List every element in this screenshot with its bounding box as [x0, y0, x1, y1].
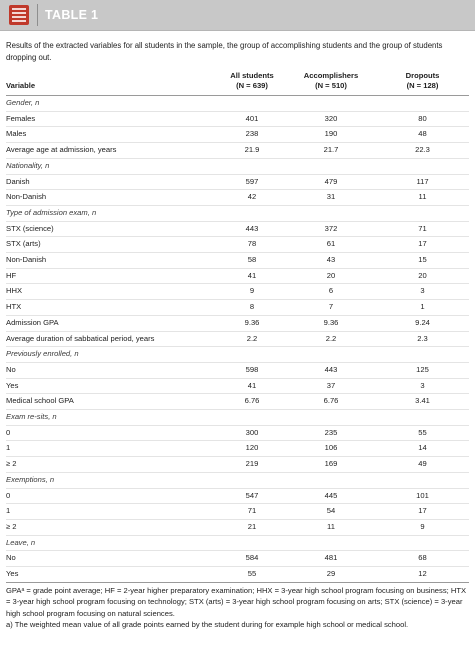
column-header-line1: Dropouts [405, 71, 440, 80]
row-label: Non-Danish [6, 190, 218, 206]
accomplishers-value: 445 [286, 488, 376, 504]
table-row [6, 143, 469, 159]
table-row [6, 284, 469, 300]
accomplishers-value: 11 [286, 519, 376, 535]
all-students-value: 58 [218, 253, 286, 269]
dropouts-value: 48 [376, 127, 469, 143]
table-row [6, 362, 469, 378]
all-students-value: 42 [218, 190, 286, 206]
row-label: Yes [6, 567, 218, 583]
header-divider [37, 4, 38, 26]
all-students-value: 55 [218, 567, 286, 583]
accomplishers-value: 29 [286, 567, 376, 583]
all-students-value [218, 347, 286, 363]
dropouts-value: 68 [376, 551, 469, 567]
all-students-value: 238 [218, 127, 286, 143]
dropouts-value: 117 [376, 174, 469, 190]
table-row [6, 253, 469, 269]
accomplishers-value: 443 [286, 362, 376, 378]
row-label: 1 [6, 504, 218, 520]
table-row [6, 174, 469, 190]
table-label: TABLE 1 [45, 8, 99, 22]
dropouts-value [376, 96, 469, 112]
all-students-value [218, 158, 286, 174]
row-label: Exam re-sits, n [6, 410, 218, 426]
accomplishers-value: 6.76 [286, 394, 376, 410]
column-header-all-students [218, 71, 286, 96]
table-row [6, 300, 469, 316]
all-students-value: 584 [218, 551, 286, 567]
all-students-value: 9.36 [218, 315, 286, 331]
all-students-value [218, 205, 286, 221]
accomplishers-value: 61 [286, 237, 376, 253]
row-label: ≥ 2 [6, 519, 218, 535]
dropouts-value: 55 [376, 425, 469, 441]
accomplishers-value: 372 [286, 221, 376, 237]
all-students-value: 8 [218, 300, 286, 316]
accomplishers-value: 190 [286, 127, 376, 143]
table-row [6, 488, 469, 504]
table-row [6, 519, 469, 535]
table-icon [9, 5, 29, 25]
row-label: Admission GPA [6, 315, 218, 331]
column-header-line1: Accomplishers [303, 71, 359, 80]
dropouts-value: 15 [376, 253, 469, 269]
dropouts-value: 1 [376, 300, 469, 316]
accomplishers-value: 21.7 [286, 143, 376, 159]
dropouts-value: 3 [376, 284, 469, 300]
accomplishers-value [286, 410, 376, 426]
table-row [6, 551, 469, 567]
column-header-dropouts [376, 71, 469, 96]
dropouts-value: 3.41 [376, 394, 469, 410]
table-footnotes [0, 583, 475, 631]
table-section-row [6, 347, 469, 363]
all-students-value: 401 [218, 111, 286, 127]
results-table [6, 71, 469, 583]
table-section-row [6, 410, 469, 426]
accomplishers-value [286, 347, 376, 363]
column-header-accomplishers [286, 71, 376, 96]
row-label: No [6, 362, 218, 378]
all-students-value: 547 [218, 488, 286, 504]
dropouts-value: 125 [376, 362, 469, 378]
dropouts-value [376, 410, 469, 426]
table-body [6, 96, 469, 583]
table-row [6, 457, 469, 473]
dropouts-value: 49 [376, 457, 469, 473]
table-row [6, 331, 469, 347]
accomplishers-value: 2.2 [286, 331, 376, 347]
row-label: Nationality, n [6, 158, 218, 174]
all-students-value: 71 [218, 504, 286, 520]
row-label: Exemptions, n [6, 472, 218, 488]
footnote-abbreviations: GPAᵃ = grade point average; HF = 2-year higher preparatory examination; HHX = 3-year high school program focusing on business; HTX = 3-year high school program focusing on technology; STX (arts) = 3-year high school program focusing on arts; STX (science) = 3-year high school program focusing on natural sciences. [6, 585, 467, 618]
footnote-gpa-definition: a) The weighted mean value of all grade points earned by the student during for example high school or medical school. [6, 620, 409, 630]
row-label: STX (science) [6, 221, 218, 237]
dropouts-value: 80 [376, 111, 469, 127]
all-students-value: 21 [218, 519, 286, 535]
row-label: Type of admission exam, n [6, 205, 218, 221]
accomplishers-value: 235 [286, 425, 376, 441]
all-students-value [218, 96, 286, 112]
table-row [6, 441, 469, 457]
all-students-value: 219 [218, 457, 286, 473]
all-students-value: 21.9 [218, 143, 286, 159]
column-header-line2: (N = 510) [315, 81, 347, 90]
all-students-value: 6.76 [218, 394, 286, 410]
row-label: HTX [6, 300, 218, 316]
accomplishers-value: 9.36 [286, 315, 376, 331]
accomplishers-value [286, 205, 376, 221]
row-label: Danish [6, 174, 218, 190]
dropouts-value [376, 535, 469, 551]
table-row [6, 237, 469, 253]
dropouts-value: 17 [376, 237, 469, 253]
table-row [6, 315, 469, 331]
accomplishers-value: 43 [286, 253, 376, 269]
table-section-row [6, 535, 469, 551]
dropouts-value [376, 158, 469, 174]
table-row [6, 378, 469, 394]
row-label: Leave, n [6, 535, 218, 551]
row-label: Gender, n [6, 96, 218, 112]
all-students-value: 2.2 [218, 331, 286, 347]
row-label: Average duration of sabbatical period, years [6, 331, 218, 347]
dropouts-value: 9.24 [376, 315, 469, 331]
accomplishers-value [286, 472, 376, 488]
accomplishers-value [286, 158, 376, 174]
dropouts-value: 9 [376, 519, 469, 535]
row-label: Yes [6, 378, 218, 394]
dropouts-value: 14 [376, 441, 469, 457]
row-label: ≥ 2 [6, 457, 218, 473]
dropouts-value: 2.3 [376, 331, 469, 347]
accomplishers-value: 479 [286, 174, 376, 190]
dropouts-value: 22.3 [376, 143, 469, 159]
column-header-line2: (N = 128) [406, 81, 439, 90]
dropouts-value: 11 [376, 190, 469, 206]
all-students-value [218, 472, 286, 488]
column-header-variable [6, 71, 218, 96]
all-students-value: 443 [218, 221, 286, 237]
accomplishers-value: 320 [286, 111, 376, 127]
dropouts-value [376, 347, 469, 363]
all-students-value: 300 [218, 425, 286, 441]
accomplishers-value: 7 [286, 300, 376, 316]
column-header-line2: Variable [6, 81, 36, 90]
column-header-line1: All students [230, 71, 274, 80]
row-label: No [6, 551, 218, 567]
table-header-bar [0, 0, 475, 31]
accomplishers-value: 37 [286, 378, 376, 394]
table-row [6, 425, 469, 441]
all-students-value [218, 410, 286, 426]
table-caption: Results of the extracted variables for all students in the sample, the group of accomplishing students and the group of students dropping out. [6, 41, 443, 62]
table-row [6, 567, 469, 583]
all-students-value: 78 [218, 237, 286, 253]
accomplishers-value: 481 [286, 551, 376, 567]
accomplishers-value: 106 [286, 441, 376, 457]
table-section-row [6, 158, 469, 174]
row-label: Males [6, 127, 218, 143]
row-label: Medical school GPA [6, 394, 218, 410]
row-label: STX (arts) [6, 237, 218, 253]
dropouts-value [376, 472, 469, 488]
accomplishers-value [286, 535, 376, 551]
table-section-row [6, 96, 469, 112]
row-label: 0 [6, 425, 218, 441]
row-label: HHX [6, 284, 218, 300]
table-row [6, 504, 469, 520]
dropouts-value: 12 [376, 567, 469, 583]
table-row [6, 221, 469, 237]
dropouts-value: 3 [376, 378, 469, 394]
accomplishers-value: 6 [286, 284, 376, 300]
row-label: HF [6, 268, 218, 284]
accomplishers-value: 20 [286, 268, 376, 284]
accomplishers-value: 169 [286, 457, 376, 473]
table-row [6, 190, 469, 206]
row-label: 1 [6, 441, 218, 457]
all-students-value: 41 [218, 268, 286, 284]
row-label: Non-Danish [6, 253, 218, 269]
all-students-value: 598 [218, 362, 286, 378]
all-students-value [218, 535, 286, 551]
dropouts-value: 20 [376, 268, 469, 284]
row-label: 0 [6, 488, 218, 504]
dropouts-value [376, 205, 469, 221]
all-students-value: 41 [218, 378, 286, 394]
accomplishers-value [286, 96, 376, 112]
table-header-row [6, 71, 469, 96]
accomplishers-value: 31 [286, 190, 376, 206]
column-header-line2: (N = 639) [236, 81, 268, 90]
table-row [6, 111, 469, 127]
dropouts-value: 101 [376, 488, 469, 504]
table-row [6, 268, 469, 284]
table-row [6, 394, 469, 410]
table-row [6, 127, 469, 143]
all-students-value: 597 [218, 174, 286, 190]
table-section-row [6, 472, 469, 488]
dropouts-value: 17 [376, 504, 469, 520]
dropouts-value: 71 [376, 221, 469, 237]
row-label: Average age at admission, years [6, 143, 218, 159]
table-section-row [6, 205, 469, 221]
all-students-value: 9 [218, 284, 286, 300]
row-label: Females [6, 111, 218, 127]
row-label: Previously enrolled, n [6, 347, 218, 363]
all-students-value: 120 [218, 441, 286, 457]
accomplishers-value: 54 [286, 504, 376, 520]
